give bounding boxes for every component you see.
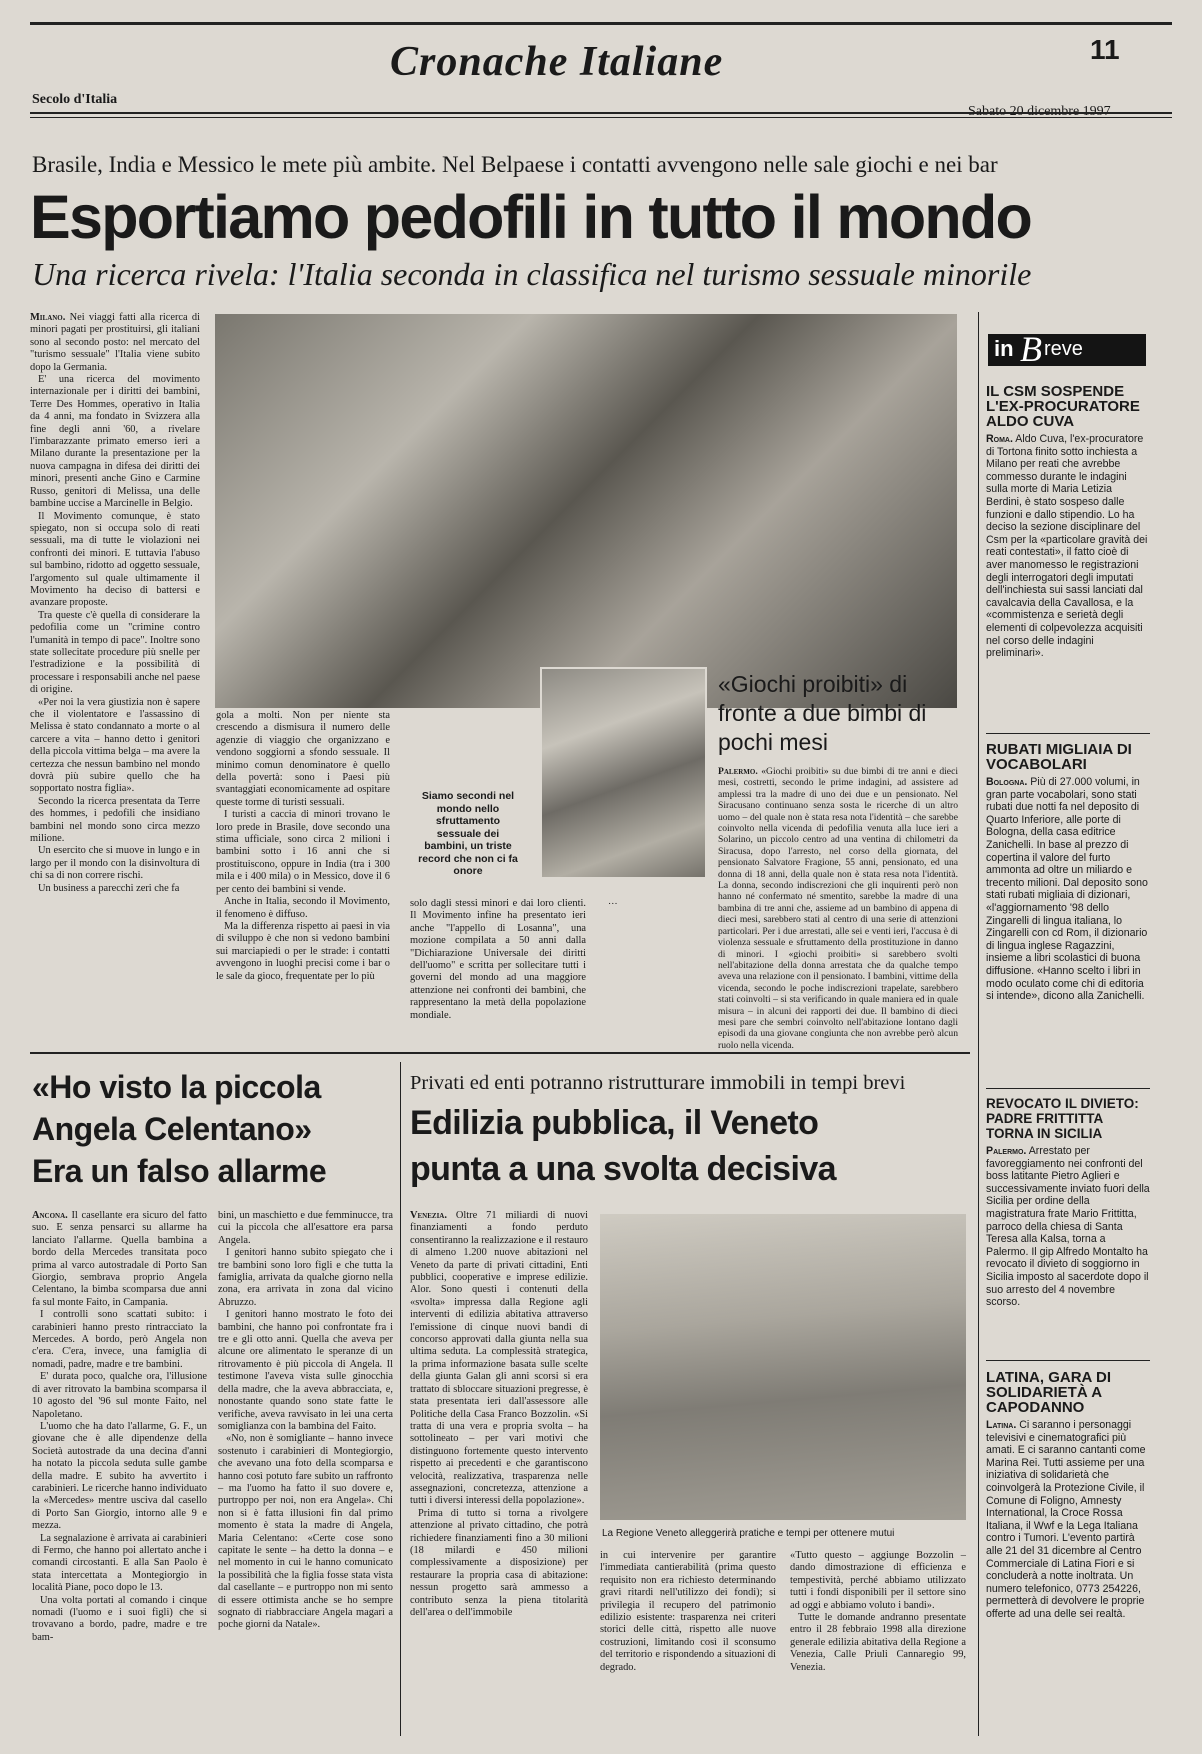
celentano-paragraph: bini, un maschietto e due femminucce, tra cui la piccola che all'esattore era parsa Angela. bbox=[218, 1210, 393, 1246]
brevi-header bbox=[988, 329, 1146, 369]
celentano-paragraph: «No, non è somigliante – hanno invece sostenuto i carabinieri di Montegiorgio, che avevano una foto della scomparsa e hanno così potuto fare subito un raffronto – ma l'uomo ha fatto il suo dovere e, purtroppo per noi, non era Angela». Chi non si è fatta illusioni fin dal primo momento è stata la madre di Angela, Maria Celentano: «Certe cose sono capitate le sente – ha detto la donna – e nel momento in cui le hanno comunicato la possibilità che la figlia fosse stata vista dal casellante – e purtroppo non mi sento di essere ottimista anche se ho sempre sognato di riabbracciare Angela magari a poche giorni da Natale». bbox=[218, 1433, 393, 1631]
brevi-text: Latina. Ci saranno i personaggi televisivi e cinematografici più amati. E ci saranno cantanti come Marina Rei. Tutti assieme per una iniziativa di solidarietà che coinvolgerà la Protezione Civile, il Comune di Foligno, Amnesty International, la Croce Rossa Italiana, il Wwf e la Lega Italiana contro i Tumori. L'evento partirà alle 21 del 31 dicembre al Centro Commerciale di Latina Fiori e si concluderà a notte inoltrata. Un numero telefonico, 0773 254226, permetterà di devolvere le proprie offerte ad una delle sei realtà. bbox=[986, 1419, 1146, 1620]
celentano-col2 bbox=[218, 1210, 393, 1740]
edilizia-headline bbox=[410, 1100, 975, 1192]
edilizia-col1 bbox=[410, 1210, 588, 1740]
lead-article-col3 bbox=[410, 898, 586, 1040]
child-behind-bars-photo bbox=[540, 667, 707, 879]
lead-paragraph: Un business a parecchi zeri che fa bbox=[38, 882, 180, 894]
lead-paragraph: I turisti a caccia di minori trovano le loro prede in Brasile, dove secondo una stima ufficiale, sono circa 2 milioni i bambini sotto i 16 anni che si prostituiscono, oppure in India (tra i 300 mila e i 400 mila) o in Messico, dove il 6 per cento dei bambini si vende. bbox=[216, 809, 390, 895]
brevi-item bbox=[986, 384, 1150, 660]
celentano-headline-line: Era un falso allarme bbox=[32, 1153, 327, 1189]
celentano-paragraph: L'uomo che ha dato l'allarme, G. F., un giovane che è alle dipendenze della Società autostrade da una decina d'anni ha notato la piccola seduta sulle gambe della madre. E subito ha avvertito i carabinieri. Le ricerche hanno individuato la «Mercedes» mentre usciva dal casello di Porto San Giorgio, intorno alle 9 e mezza. bbox=[32, 1420, 207, 1532]
lead-photo-caption: Siamo secondi nel mondo nello sfruttamento sessuale dei bambini, un triste record che non ci fa onore bbox=[418, 790, 518, 877]
page-number: 11 bbox=[1090, 34, 1120, 65]
edilizia-photo-caption: La Regione Veneto alleggerirà pratiche e tempi per ottenere mutui bbox=[602, 1528, 895, 1539]
lead-kicker: Brasile, India e Messico le mete più ambite. Nel Belpaese i contatti avvengono nelle sale giochi e nei bar bbox=[32, 152, 998, 177]
lead-dateline: Milano. bbox=[30, 312, 66, 323]
brevi-title: LATINA, GARA DI SOLIDARIETÀ A CAPODANNO bbox=[986, 1369, 1111, 1416]
edilizia-paragraph: «Tutto questo – aggiunge Bozzolin – dando dimostrazione di efficienza e tempestività, perché abbiamo utilizzato tutti i fondi disponibili per il settore sino ad oggi e abbiamo voluto i bandi». bbox=[790, 1550, 966, 1611]
brevi-header-prefix: in bbox=[994, 336, 1014, 361]
brevi-title: REVOCATO IL DIVIETO: PADRE FRITTITTA TORNA IN SICILIA bbox=[986, 1096, 1139, 1141]
sidebox-dateline: Palermo. bbox=[718, 766, 758, 777]
edilizia-headline-line: Edilizia pubblica, il Veneto bbox=[410, 1104, 819, 1142]
paper-name: Secolo d'Italia bbox=[32, 92, 118, 107]
lead-paragraph: Anche in Italia, secondo il Movimento, il fenomeno è diffuso. bbox=[216, 896, 390, 920]
edilizia-dateline: Venezia. bbox=[410, 1210, 447, 1221]
edilizia-headline-line: punta a una svolta decisiva bbox=[410, 1150, 836, 1188]
brevi-title: RUBATI MIGLIAIA DI VOCABOLARI bbox=[986, 741, 1132, 773]
lead-paragraph: Un esercito che si muove in lungo e in largo per il mondo con la disinvoltura di chi sa di non correre rischi. bbox=[30, 845, 200, 882]
sidebox-body: «Giochi proibiti» su due bimbi di tre anni e dieci mesi, costretti, secondo le prime indagini, ad assistere ad amplessi tra la madre di uno dei due e un pensionato. Nel Siracusano continuano senza sosta le ricerche di un altro uomo – del quale non è stata resa nota l'identità – che sarebbe coinvolto nella vicenda di pedofilia venuta alla luce ieri a Solarino, un piccolo centro ad una ventina di chilometri da Siracusa, dopo l'arresto, nel corso della giornata, del pensionato Salvatore Fragione, 55 anni, pensionato, ed una donna di 18 anni, della quale non è stata resa nota l'identità. La donna, secondo indiscrezioni che gli inquirenti però non hanno né confermato né smentito, sarebbe la madre di una bambina di tre anni che, assieme ad un bambino di appena di dieci mesi, sarebbero stati al centro di una serie di attenzioni particolari. Per i due arrestati, alle sei e venti ieri, l'accusa è di violenza sessuale e sfruttamento della prostituzione in danno di minori. I «giochi proibiti» si sarebbero svolti nell'abitazione della donna arrestata che da qualche tempo aveva una relazione con il pensionato. I bambini, vittime della vicenda, secondo le poche indiscrezioni trapelate, sarebbero stati coinvolti – si sta verificando in quale maniera ed in quale misura – in alcuni dei rapporti dei due. Il bambino di dieci mesi pare che sembri coinvolto nell'abitazione lontano dagli episodi da una giovane congiunta che non avrebbe però alcun ruolo nella vicenda. bbox=[718, 766, 958, 1051]
brevi-text: Bologna. Più di 27.000 volumi, in gran parte vocabolari, sono stati rubati due notti fa nel deposito di Quarto Inferiore, alle porte di Bologna, della casa editrice Zanichelli. In base al prezzo di copertina il valore del furto ammonta ad oltre un miliardo e trecento milioni. Dal deposito sono stati rubati migliaia di dizionari, «l'aggiornamento '98 dello Zingarelli di lingua italiana, lo Zingarelli con cd Rom, il dizionario di lingua inglese Ragazzini, insieme a libri scolastici di buona diffusione. «Hanno scelto i libri in modo oculato come chi di editoria si intende», dicono alla Zanichelli. bbox=[986, 776, 1148, 1003]
celentano-paragraph: E' durata poco, qualche ora, l'illusione di aver ritrovato la bambina scomparsa il 10 agosto del '96 sul monte Faito, nel Napoletano. bbox=[32, 1371, 207, 1420]
brevi-item bbox=[986, 1096, 1150, 1309]
lead-headline: Esportiamo pedofili in tutto il mondo bbox=[30, 183, 1032, 251]
celentano-dateline: Ancona. bbox=[32, 1210, 68, 1221]
lead-article-col2 bbox=[216, 710, 390, 1040]
aerial-city-photo bbox=[600, 1214, 966, 1520]
lead-paragraph: Nei viaggi fatti alla ricerca di minori pagati per prostituirsi, gli italiani sono al secondo posto: nel mercato del "turismo sessuale" l'Italia viene subito dopo la Germania. bbox=[30, 312, 200, 373]
celentano-paragraph: Una volta portati al comando i cinque nomadi (l'uomo e i suoi figli) che si trovavano a bordo, padre, madre e tre bam- bbox=[32, 1594, 207, 1643]
lead-article-col1 bbox=[30, 312, 200, 1040]
lead-paragraph: solo dagli stessi minori e dai loro clienti. Il Movimento infine ha presentato ieri anche "l'appello di Losanna", una mozione compilata a 50 anni dalla "Dichiarazione Universale dei diritti dell'uomo" e scritta per sollecitare tutti i governi del mondo ad una maggiore attenzione nei confronti dei bambini, che rappresentano la metà della popolazione mondiale. bbox=[410, 898, 586, 1021]
edilizia-paragraph: Prima di tutto si torna a rivolgere attenzione al privato cittadino, che potrà richiedere finanziamenti fino a 30 milioni (18 milardi e 450 milioni complessivamente a disposizione) per restaurare la propria casa di abitazione: nessun progetto sarà ammesso a contributo senza la piena titolarità dell'area o dell'immobile bbox=[410, 1507, 588, 1618]
sidebox-text bbox=[718, 766, 958, 1051]
lead-paragraph: E' una ricerca del movimento internazionale per i diritti dei bambini, Terre Des Hommes, operativo in Italia da 4 anni, ma fondato in Svizzera alla fine degli anni '60, a rivelare l'imbarazzante primato emerso ieri a Milano durante la presentazione per la nuova campagna in difesa dei diritti dei minori, presenti anche Gino e Carmine Russo, genitori di Melissa, una delle bambine uccise a Marcinelle in Belgio. bbox=[30, 374, 200, 510]
celentano-paragraph: I genitori hanno mostrato le foto dei bambini, che hanno poi confrontate fra i tre e gli otto anni. Quella che aveva per alcune ore alimentato le speranze di un ritrovamento è più piccola di Angela. Il testimone l'aveva vista sulle ginocchia della madre, che la aveva abbracciata, e, nonostante quando sono state fatte le verifiche, aveva ravvisato in lei una certa somiglianza con la bambina del Faito. bbox=[218, 1309, 393, 1432]
celentano-col1 bbox=[32, 1210, 207, 1740]
brevi-item bbox=[986, 742, 1150, 1003]
celentano-paragraph: Il casellante era sicuro del fatto suo. E senza pensarci su allarme ha lanciato l'allarme. Quella bambina a bordo della Mercedes transitata poco prima al varco autostradale di Porto San Giorgio, sembrava proprio Angela Celentano, la bimba scomparsa due anni fa sul monte Faito, in Campania. bbox=[32, 1210, 207, 1308]
children-photo bbox=[215, 314, 957, 708]
section-title: Cronache Italiane bbox=[390, 39, 724, 85]
brevi-item bbox=[986, 1370, 1150, 1621]
brevi-text: Roma. Aldo Cuva, l'ex-procuratore di Tortona finito sotto inchiesta a Milano per reati che avrebbe commesso durante le indagini sulla morte di Maria Letizia Berdini, è stato sospeso dalle funzioni e dallo stipendio. Lo ha deciso la sezione disciplinare del Csm per la «particolare gravità dei reati contestati», il fatto cioè di aver manomesso le registrazioni degli interrogatori degli imputati dell'inchiesta sui sassi lanciati dal cavalcavia della Cavallosa, e la «commistenza e serietà degli elementi di colpevolezza acquisiti nel corso delle indagini preliminari». bbox=[986, 433, 1148, 660]
edilizia-paragraph: Tutte le domande andranno presentate entro il 28 febbraio 1998 alla direzione generale edilizia abitativa della Regione a Venezia, Calle Priuli Cannaregio 99, Venezia. bbox=[790, 1612, 966, 1673]
edilizia-paragraph: Oltre 71 miliardi di nuovi finanziamenti a fondo perduto consentiranno la realizzazione e il restauro di almeno 1.200 nuove abitazioni nel Veneto da parte di privati cittadini, Enti pubblici, cooperative e imprese edilizie. Alor. Sono questi i contenuti della «svolta» impressa dalla Regione agli interventi di edilizia abitativa attraverso l'emissione di cinque nuovi bandi di concorso approvati dalla giunta nella sua ultima seduta. La complessità strategica, la prima informazione basata sulle scelte della giunta Galan gli anni scorsi si era trattato di sbloccare situazioni pregresse, è stata presentata ieri dall'assessore alle Politiche della Casa Franco Bozzolin. «Si tratta di una vera e propria svolta – ha sottolineato – per vari motivi che distinguono fortemente questo intervento rispetto ai precedenti e che garantiscono velocità, realizzativa, trasparenza nelle assegnazioni, concretezza, attenzione a tutti i diversi interessi della popolazione». bbox=[410, 1210, 588, 1507]
brevi-text: Palermo. Arrestato per favoreggiamento nei confronti del boss latitante Pietro Aglieri e successivamente inviato fuori della Sicilia per ordine della magistratura frate Mario Frittitta, parroco della chiesa di Santa Teresa alla Kalsa, torna a Palermo. Il gip Alfredo Montalto ha revocato il divieto di soggiorno in Sicilia imposto al sacerdote dopo il suo arresto del 4 novembre scorso. bbox=[986, 1145, 1150, 1309]
sidebox-text-continued: … bbox=[608, 896, 618, 907]
celentano-headline-line: «Ho visto la piccola bbox=[32, 1069, 321, 1105]
edilizia-col3 bbox=[790, 1550, 966, 1740]
sidebox-headline: «Giochi proibiti» di fronte a due bimbi di pochi mesi bbox=[718, 671, 927, 755]
celentano-headline-line: Angela Celentano» bbox=[32, 1111, 312, 1147]
lead-paragraph: «Per noi la vera giustizia non è sapere che il violentatore e l'assassino di Melissa è stato condannato a morte o al carcere a vita – hanno detto i genitori della piccola vittima belga – ma avere la certezza che nessun bambino nel mondo dovrà più subire quello che ha sopportato nostra figlia». bbox=[30, 696, 200, 795]
celentano-paragraph: I controlli sono scattati subito: i carabinieri hanno presto rintracciato la Mercedes. A bordo, però Angela non c'era. C'era, invece, una famiglia di nomadi, padre, madre e tre bambini. bbox=[32, 1309, 207, 1370]
celentano-headline bbox=[32, 1066, 392, 1192]
lead-paragraph: Secondo la ricerca presentata da Terre des hommes, i pedofili che insidiano bambini nel mondo sono circa mezzo milione. bbox=[30, 795, 200, 845]
edilizia-col2 bbox=[600, 1550, 776, 1740]
edilizia-paragraph: in cui intervenire per garantire l'immediata cantierabilità (prima questo requisito non era richiesto determinando gravi ritardi nell'utilizzo dei fondi); si privilegia il recupero del patrimonio edilizio esistente: trasparenza nei criteri storici delle città, rispetto alle nuove costruzioni, limitando così il sconsumo del territorio e rispondendo a situazioni di degrado. bbox=[600, 1550, 776, 1673]
brevi-header-initial: B bbox=[1020, 329, 1042, 369]
brevi-title: IL CSM SOSPENDE L'EX-PROCURATORE ALDO CUVA bbox=[986, 383, 1140, 430]
lead-paragraph: Ma la differenza rispetto ai paesi in via di sviluppo è che non si vedono bambini sui marciapiedi o per le strade: i contatti avvengono in luoghi precisi come i bar o le sale da gioco, frequentate per lo più bbox=[216, 920, 390, 982]
lead-paragraph: Tra queste c'è quella di considerare la pedofilia come un "crimine contro l'umanità in tempo di pace". Inoltre sono state sollecitate procedure più snelle per l'estradizione e la possibilità di processare i responsabili anche nel paese di origine. bbox=[30, 609, 200, 696]
brevi-header-rest: reve bbox=[1044, 338, 1083, 360]
celentano-paragraph: I genitori hanno subito spiegato che i tre bambini sono loro figli e che tutta la famiglia, arrivata da qualche giorno nella zona, era arrivata in zona dal vicino Abruzzo. bbox=[218, 1247, 393, 1308]
lead-paragraph: gola a molti. Non per niente sta crescendo a dismisura il numero delle agenzie di viaggio che organizzano e vendono soggiorni a sfondo sessuale. Il minimo comun denominatore è quello della povertà: sono i Paesi più svantaggiati economicamente ad ospitare queste torme di turisti sessuali. bbox=[216, 710, 390, 808]
edilizia-kicker: Privati ed enti potranno ristrutturare immobili in tempi brevi bbox=[410, 1072, 906, 1094]
lead-paragraph: Il Movimento comunque, è stato spiegato, non si occupa solo di reati sessuali, ma di tutte le violazioni nei confronti dei minori. E tuttavia l'abuso sul bambino, ridotto ad oggetto sessuale, l'argomento sul quale ultimamente il Movimento ha deciso di battersi e avanzare proposte. bbox=[30, 510, 200, 609]
lead-subhead: Una ricerca rivela: l'Italia seconda in classifica nel turismo sessuale minorile bbox=[32, 256, 1032, 292]
celentano-paragraph: La segnalazione è arrivata ai carabinieri di Fermo, che hanno poi allertato anche i comandi circostanti. E alla San Paolo è stata intercettata a Montegiorgio in località Piane, poco dopo le 13. bbox=[32, 1532, 207, 1594]
